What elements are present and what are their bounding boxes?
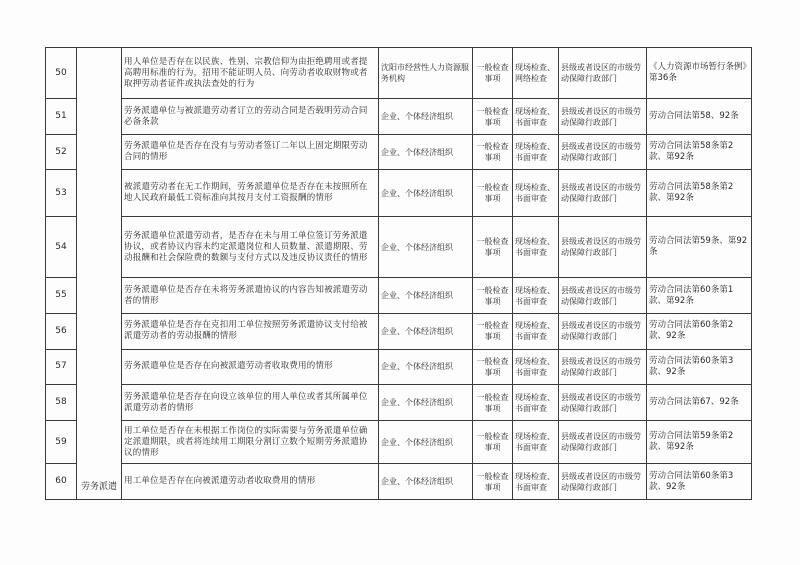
check-type: 一般检查事项 xyxy=(473,48,513,99)
check-item: 劳务派遣单位与被派遣劳动者订立的劳动合同是否载明劳动合同必备条款 xyxy=(122,99,379,135)
check-type: 一般检查事项 xyxy=(473,278,513,314)
table-row xyxy=(46,170,752,217)
check-mode: 现场检查、书面审查 xyxy=(513,134,559,170)
check-department: 县级或者设区的市级劳动保障行政部门 xyxy=(559,134,647,170)
legal-basis: 劳动合同法第59条第2款、第92条 xyxy=(647,420,752,463)
legal-basis: 劳动合同法第67、92条 xyxy=(647,385,752,421)
category-cell: 劳务派遣 xyxy=(77,48,122,500)
check-item: 用人单位是否存在以民族、性别、宗教信仰为由拒绝聘用或者提高聘用标准的行为，招用不能证明人员、向劳动者收取财物或者取押劳动者证件或执法查处的行为 xyxy=(122,48,379,99)
check-item: 劳务派遣单位是否存在克扣用工单位按照劳务派遣协议支付给被派遣劳动者的劳动报酬的情形 xyxy=(122,314,379,350)
check-object: 企业、个体经济组织 xyxy=(379,134,473,170)
check-mode: 现场检查、书面审查 xyxy=(513,99,559,135)
check-object: 企业、个体经济组织 xyxy=(379,217,473,278)
check-object: 企业、个体经济组织 xyxy=(379,278,473,314)
check-type: 一般检查事项 xyxy=(473,170,513,217)
check-mode: 现场检查、书面审查 xyxy=(513,349,559,385)
check-object: 企业、个体经济组织 xyxy=(379,464,473,500)
check-object: 企业、个体经济组织 xyxy=(379,99,473,135)
check-type: 一般检查事项 xyxy=(473,99,513,135)
row-number: 53 xyxy=(46,170,77,217)
table-row xyxy=(46,217,752,278)
check-type: 一般检查事项 xyxy=(473,217,513,278)
table-row xyxy=(46,464,752,500)
check-item: 用工单位是否存在未根据工作岗位的实际需要与劳务派遣单位确定派遣期限，或者将连续用工期限分割订立数个短期劳务派遣协议的情形 xyxy=(122,420,379,463)
row-number: 50 xyxy=(46,48,77,99)
check-department: 县级或者设区的市级劳动保障行政部门 xyxy=(559,385,647,421)
row-number: 52 xyxy=(46,134,77,170)
check-mode: 现场检查、书面审查 xyxy=(513,385,559,421)
check-department: 县级或者设区的市级劳动保障行政部门 xyxy=(559,349,647,385)
check-item: 劳务派遣单位是否存在没有与劳动者签订二年以上固定期限劳动合同的情形 xyxy=(122,134,379,170)
check-item: 劳务派遣单位是否存在向设立该单位的用人单位或者其所属单位派遣劳动者的情形 xyxy=(122,385,379,421)
check-item: 劳务派遣单位是否存在向被派遣劳动者收取费用的情形 xyxy=(122,349,379,385)
check-object: 企业、个体经济组织 xyxy=(379,385,473,421)
table-row xyxy=(46,278,752,314)
row-number: 51 xyxy=(46,99,77,135)
legal-basis: 劳动合同法第58条第2款、第92条 xyxy=(647,134,752,170)
check-item: 劳务派遣单位是否存在未将劳务派遣协议的内容告知被派遣劳动者的情形 xyxy=(122,278,379,314)
table-body xyxy=(46,48,752,500)
check-type: 一般检查事项 xyxy=(473,134,513,170)
check-mode: 现场检查、书面审查 xyxy=(513,170,559,217)
check-department: 县级或者设区的市级劳动保障行政部门 xyxy=(559,278,647,314)
check-item: 劳务派遣单位派遣劳动者，是否存在未与用工单位签订劳务派遣协议，或者协议内容未约定派遣岗位和人员数量、派遣期限、劳动报酬和社会保险费的数额与支付方式以及违反协议责任的情形 xyxy=(122,217,379,278)
legal-basis: 劳动合同法第60条第3款、92条 xyxy=(647,464,752,500)
check-mode: 现场检查、书面审查 xyxy=(513,464,559,500)
row-number: 60 xyxy=(46,464,77,500)
check-type: 一般检查事项 xyxy=(473,464,513,500)
legal-basis: 劳动合同法第58条第2款、第92条 xyxy=(647,170,752,217)
check-object: 企业、个体经济组织 xyxy=(379,314,473,350)
check-department: 县级或者设区的市级劳动保障行政部门 xyxy=(559,217,647,278)
check-type: 一般检查事项 xyxy=(473,314,513,350)
check-object: 企业、个体经济组织 xyxy=(379,349,473,385)
check-item: 被派遣劳动者在无工作期间，劳务派遣单位是否存在未按照所在地人民政府最低工资标准向其按月支付工资报酬的情形 xyxy=(122,170,379,217)
check-department: 县级或者设区的市级劳动保障行政部门 xyxy=(559,420,647,463)
row-number: 55 xyxy=(46,278,77,314)
check-mode: 现场检查、网络检查 xyxy=(513,48,559,99)
legal-basis: 劳动合同法第58、92条 xyxy=(647,99,752,135)
table-row xyxy=(46,385,752,421)
check-type: 一般检查事项 xyxy=(473,385,513,421)
check-object: 企业、个体经济组织 xyxy=(379,420,473,463)
legal-basis: 劳动合同法第60条第1款、第92条 xyxy=(647,278,752,314)
check-type: 一般检查事项 xyxy=(473,420,513,463)
legal-basis: 劳动合同法第59条、第92条 xyxy=(647,217,752,278)
check-item: 用工单位是否存在向被派遣劳动者收取费用的情形 xyxy=(122,464,379,500)
row-number: 57 xyxy=(46,349,77,385)
check-department: 县级或者设区的市级劳动保障行政部门 xyxy=(559,99,647,135)
table-row xyxy=(46,349,752,385)
row-number: 59 xyxy=(46,420,77,463)
check-department: 县级或者设区的市级劳动保障行政部门 xyxy=(559,314,647,350)
check-object: 企业、个体经济组织 xyxy=(379,170,473,217)
table-row xyxy=(46,314,752,350)
inspection-items-table xyxy=(45,47,752,500)
table-row xyxy=(46,420,752,463)
check-mode: 现场检查、书面审查 xyxy=(513,217,559,278)
legal-basis: 劳动合同法第60条第2款、92条 xyxy=(647,314,752,350)
legal-basis: 劳动合同法第60条第3款、92条 xyxy=(647,349,752,385)
check-department: 县级或者设区的市级劳动保障行政部门 xyxy=(559,464,647,500)
check-mode: 现场检查、书面审查 xyxy=(513,314,559,350)
row-number: 58 xyxy=(46,385,77,421)
table-row xyxy=(46,48,752,99)
check-mode: 现场检查、书面审查 xyxy=(513,420,559,463)
check-department: 县级或者设区的市级劳动保障行政部门 xyxy=(559,170,647,217)
check-object: 沈阳市经营性人力资源服务机构 xyxy=(379,48,473,99)
check-department: 县级或者设区的市级劳动保障行政部门 xyxy=(559,48,647,99)
check-mode: 现场检查、书面审查 xyxy=(513,278,559,314)
table-row xyxy=(46,134,752,170)
check-type: 一般检查事项 xyxy=(473,349,513,385)
row-number: 54 xyxy=(46,217,77,278)
table-row xyxy=(46,99,752,135)
legal-basis: 《人力资源市场暂行条例》第36条 xyxy=(647,48,752,99)
row-number: 56 xyxy=(46,314,77,350)
